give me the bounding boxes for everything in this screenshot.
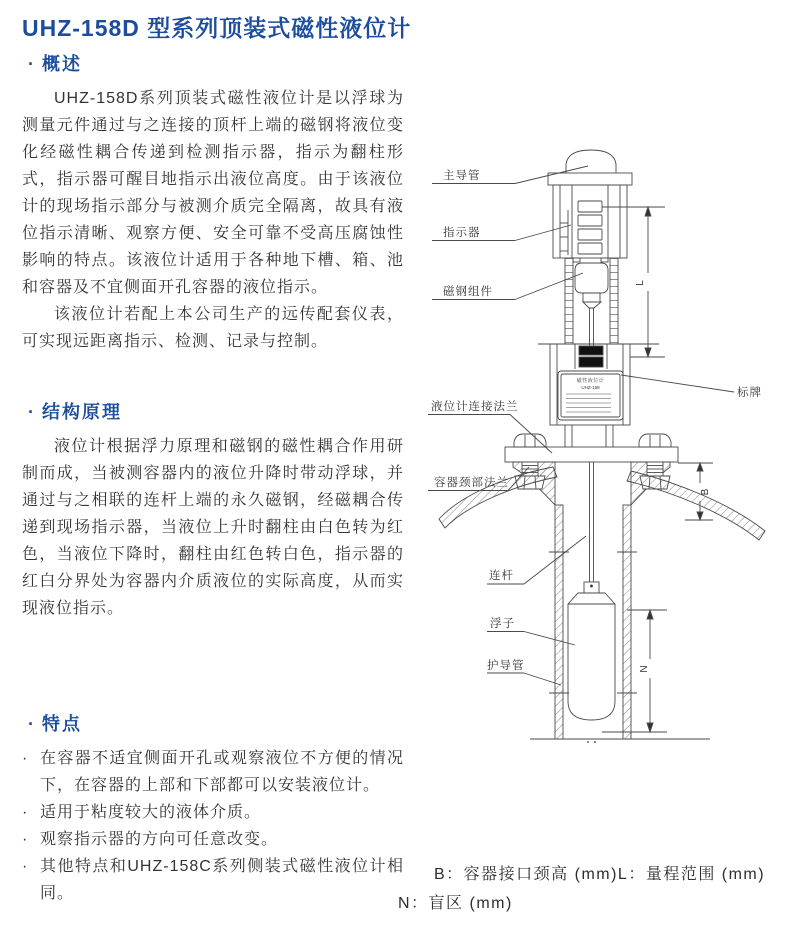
list-bullet: · <box>22 858 29 875</box>
nameplate-line2: UHZ-158 <box>581 385 600 390</box>
list-item <box>22 745 404 799</box>
magnet-block <box>579 346 603 355</box>
section-features-heading <box>28 710 404 736</box>
label-magnet-assembly: 磁钢组件 <box>443 286 493 298</box>
flange-bolt <box>514 434 546 447</box>
section-bullet: · <box>28 54 36 74</box>
section-principle-title: 结构原理 <box>42 402 122 422</box>
label-connecting-rod: 连杆 <box>489 570 514 582</box>
magnet-block <box>579 357 603 367</box>
feature-text: 在容器不适宜侧面开孔或观察液位不方便的情况下，在容器的上部和下部都可以安装液位计。 <box>40 750 404 794</box>
label-nameplate: 标牌 <box>737 387 762 399</box>
indicator-flap <box>578 243 602 254</box>
label-main-guide-tube: 主导管 <box>443 170 481 182</box>
principle-paragraph: 液位计根据浮力原理和磁钢的磁性耦合作用研制而成，当被测容器内的液位升降时带动浮球，并通过与之相联的连杆上端的永久磁钢，经磁耦合传递到现场指示器，当液位上升时翻柱由白色转为红色，当液位下降时，翻柱由红色转白色，指示器的红白分界处为容器内介质液位的实际高度，从而实现液位指示。 <box>22 438 404 617</box>
section-features <box>22 710 404 907</box>
overview-paragraph-1: UHZ-158D系列顶装式磁性液位计是以浮球为测量元件通过与之连接的顶杆上端的磁钢将液位变化经磁性耦合传递到检测指示器，指示为翻柱形式，指示器可醒目地指示出液位高度。由于该液位计的现场指示部分与被测介质完全隔离，故具有液位指示清晰、观察方便、安全可靠不受高压腐蚀性影响的特点。该液位计适用于各种地下槽、箱、池和容器及不宜侧面开孔容器的液位指示。 <box>22 90 404 296</box>
feature-text: 适用于粘度较大的液体介质。 <box>40 804 262 821</box>
list-bullet: · <box>22 804 29 821</box>
indicator-housing <box>553 185 627 258</box>
list-item <box>22 826 404 853</box>
list-bullet: · <box>22 750 29 767</box>
dim-label-L: L <box>635 280 646 286</box>
caption-line-1: B：容器接口颈高 (mm)L：量程范围 (mm) <box>434 866 766 883</box>
section-features-title: 特点 <box>42 714 82 734</box>
gauge-structure-diagram <box>425 115 795 815</box>
section-bullet: · <box>28 402 36 422</box>
features-list <box>22 745 404 907</box>
indicator-flap <box>578 201 602 212</box>
dim-label-B: B <box>700 488 711 496</box>
section-overview <box>22 50 404 355</box>
tank-shoulder <box>627 471 765 540</box>
section-principle <box>22 398 404 622</box>
overview-paragraph-2: 该液位计若配上本公司生产的远传配套仪表，可实现远距离指示、检测、记录与控制。 <box>22 306 404 350</box>
section-bullet: · <box>28 714 36 734</box>
gauge-flange <box>505 447 678 462</box>
feature-text: 其他特点和UHZ-158C系列侧装式磁性液位计相同。 <box>40 858 404 902</box>
dimension-N <box>602 610 667 732</box>
indicator-flap <box>578 229 602 240</box>
dim-label-N: N <box>639 665 650 673</box>
magnet-capsule <box>575 263 608 293</box>
label-guide-tube: 护导管 <box>487 660 525 672</box>
feature-text: 观察指示器的方向可任意改变。 <box>40 831 279 848</box>
section-principle-heading <box>28 398 404 424</box>
page-title: UHZ-158D 型系列顶装式磁性液位计 <box>22 15 412 41</box>
label-float: 浮子 <box>490 618 515 630</box>
guide-tube-wall <box>623 505 631 739</box>
guide-tube-wall <box>555 505 563 739</box>
list-item <box>22 853 404 907</box>
label-gauge-flange: 液位计连接法兰 <box>431 401 519 413</box>
section-overview-heading <box>28 50 404 76</box>
caption-line-2: N：盲区 (mm) <box>398 895 513 912</box>
label-indicator: 指示器 <box>443 227 481 239</box>
label-vessel-neck-flange: 容器颈部法兰 <box>434 477 509 489</box>
indicator-flap <box>578 215 602 226</box>
list-bullet: · <box>22 831 29 848</box>
section-overview-title: 概述 <box>42 54 82 74</box>
flange-bolt <box>639 434 671 447</box>
float-body <box>568 593 615 720</box>
list-item <box>22 799 404 826</box>
diagram-caption <box>398 860 794 918</box>
label-leaders <box>428 166 734 685</box>
nameplate-line1: 磁性液位计 <box>576 378 605 384</box>
